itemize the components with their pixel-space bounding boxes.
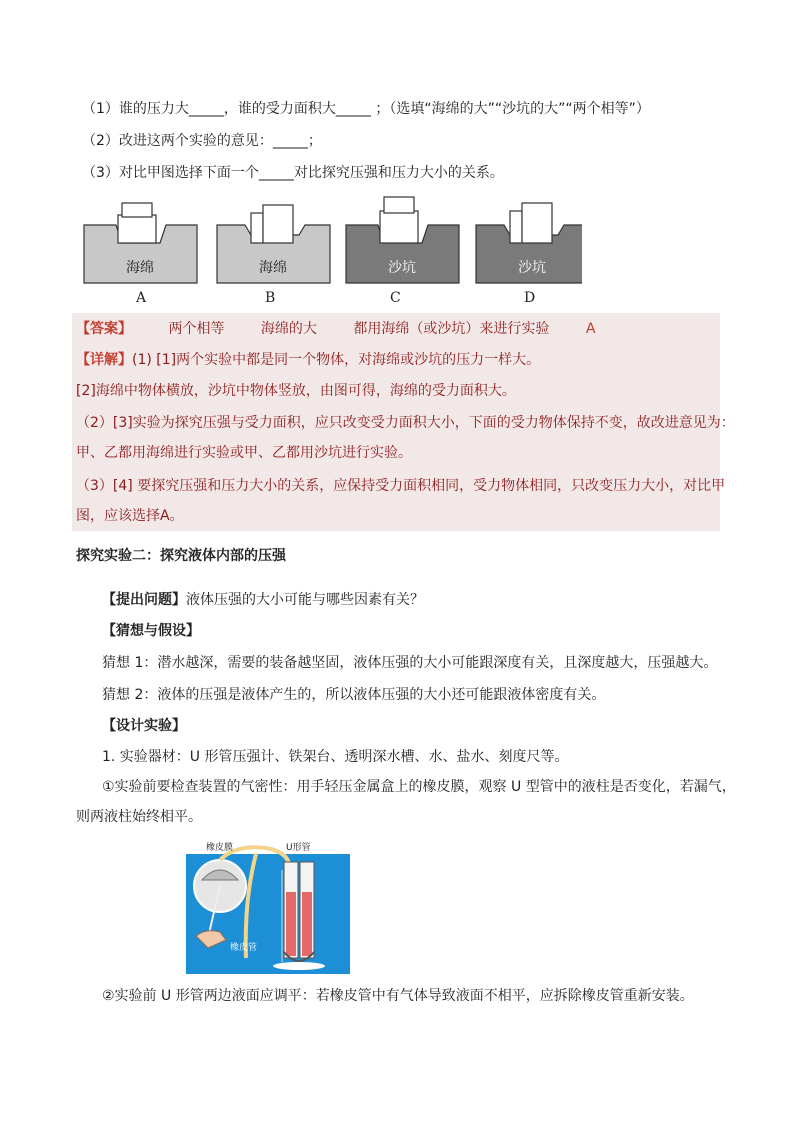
answer-1: 两个相等 [168, 321, 225, 337]
panel-c-material: 沙坑 [388, 260, 416, 276]
detail-line-2: [2]海绵中物体横放，沙坑中物体竖放，由图可得，海绵的受力面积大。 [76, 383, 516, 399]
u-tube-label: U形管 [286, 843, 311, 853]
question-1: （1）谁的压力大_____，谁的受力面积大_____ ；（选填“海绵的大”“沙坑的大”“两个相等”） [82, 101, 650, 117]
panel-d [476, 203, 582, 283]
answer-tag: 【答案】 [76, 321, 132, 337]
question-text: 液体压强的大小可能与哪些因素有关？ [186, 592, 424, 608]
pressure-figure [82, 195, 582, 285]
design-tag: 【设计实验】 [102, 718, 186, 734]
question-3: （3）对比甲图选择下面一个_____对比探究压强和压力大小的关系。 [82, 165, 504, 181]
detail-line-3: （2）[3]实验为探究压强与受力面积，应只改变受力面积大小，下面的受力物体保持不变，故改进意见为： [76, 415, 735, 431]
detail-line-6: 图，应该选择A。 [76, 508, 184, 524]
panel-c [346, 197, 459, 283]
step-2: ②实验前 U 形管两边液面应调平：若橡皮管中有气体导致液面不相平，应拆除橡皮管重新安装。 [102, 988, 694, 1004]
panel-a [84, 203, 197, 283]
panel-b-material: 海绵 [259, 260, 287, 276]
question-2: （2）改进这两个实验的意见：_____； [82, 133, 322, 149]
guess-1: 猜想 1：潜水越深，需要的装备越坚固，液体压强的大小可能跟深度有关，且深度越大，压强越大。 [102, 655, 718, 671]
hose-label: 橡皮管 [230, 943, 258, 953]
detail-text-1: (1) [1]两个实验中都是同一个物体，对海绵或沙坑的压力一样大。 [132, 352, 541, 368]
membrane-label: 橡皮膜 [206, 843, 234, 853]
step1-line-1: ①实验前要检查装置的气密性：用手轻压金属盒上的橡皮膜，观察 U 型管中的液柱是否变化，若漏气， [102, 779, 736, 795]
answer-4: A [585, 321, 596, 337]
label-b: B [265, 290, 276, 306]
panel-a-material: 海绵 [126, 260, 154, 276]
guess-2: 猜想 2：液体的压强是液体产生的，所以液体压强的大小还可能跟液体密度有关。 [102, 687, 606, 703]
detail-line-5: （3）[4] 要探究压强和压力大小的关系，应保持受力面积相同，受力物体相同，只改变压力大小，对比甲 [76, 478, 726, 494]
section-heading: 探究实验二：探究液体内部的压强 [76, 548, 286, 564]
detail-line-1 [76, 350, 540, 370]
panel-b [217, 205, 330, 283]
answer-3: 都用海绵（或沙坑）来进行实验 [353, 321, 550, 337]
question-row [102, 590, 424, 610]
hypothesis-tag: 【猜想与假设】 [102, 623, 200, 639]
u-tube-diagram [186, 840, 350, 974]
detail-line-4: 甲、乙都用海绵进行实验或甲、乙都用沙坑进行实验。 [76, 445, 412, 461]
label-c: C [390, 290, 401, 306]
step1-line-2: 则两液柱始终相平。 [76, 809, 202, 825]
label-d: D [524, 290, 536, 306]
question-tag: 【提出问题】 [102, 592, 186, 608]
label-a: A [136, 290, 147, 306]
equipment-text: 1. 实验器材：U 形管压强计、铁架台、透明深水槽、水、盐水、刻度尺等。 [102, 749, 569, 765]
answer-2: 海绵的大 [260, 321, 317, 337]
answer-line [76, 319, 595, 339]
panel-d-material: 沙坑 [518, 260, 546, 276]
detail-tag: 【详解】 [76, 352, 132, 368]
